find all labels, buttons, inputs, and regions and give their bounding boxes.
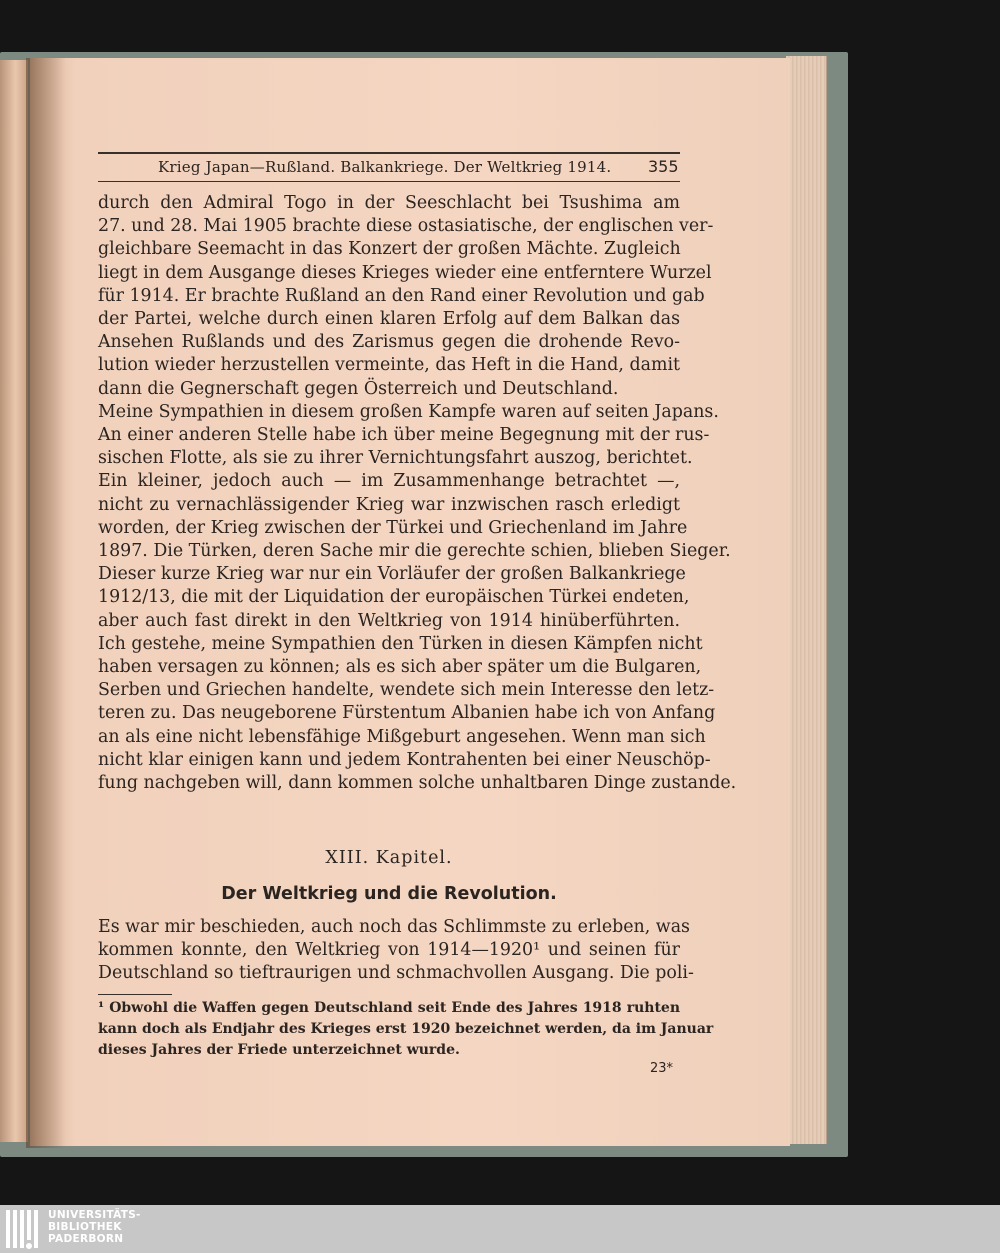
page-edges (786, 56, 827, 1144)
paragraph-main (98, 192, 737, 795)
library-logo-icon (4, 1208, 44, 1250)
text-line: sischen Flotte, als sie zu ihrer Vernichtungsfahrt auszog, berichtet. (98, 448, 693, 469)
paragraph-chapter (98, 916, 694, 986)
library-name-line: UNIVERSITÄTS- (48, 1209, 141, 1221)
footnote-line: ¹ Obwohl die Waffen gegen Deutschland seit Ende des Jahres 1918 ruhten (98, 1000, 680, 1016)
text-line: haben versagen zu können; als es sich aber später um die Bulgaren, (98, 657, 702, 678)
text-line: fung nachgeben will, dann kommen solche unhaltbaren Dinge zustande. (98, 773, 737, 794)
text-line: Deutschland so tieftraurigen und schmachvollen Ausgang. Die poli- (98, 963, 694, 984)
text-line: für 1914. Er brachte Rußland an den Rand einer Revolution und gab (98, 285, 705, 306)
page-number: 355 (648, 157, 679, 176)
text-line: Serben und Griechen handelte, wendete sich mein Interesse den letz- (98, 680, 715, 701)
header-rule (98, 152, 680, 154)
text-line: lution wieder herzustellen vermeinte, das Heft in die Hand, damit (98, 355, 680, 376)
text-line: Meine Sympathien in diesem großen Kampfe waren auf seiten Japans. (98, 401, 719, 422)
text-line: liegt in dem Ausgange dieses Krieges wieder eine entferntere Wurzel (98, 262, 712, 283)
signature-mark: 23* (650, 1061, 674, 1076)
chapter-number: XIII. Kapitel. (325, 848, 453, 868)
text-line: Ich gestehe, meine Sympathien den Türken in diesen Kämpfen nicht (98, 633, 703, 654)
text-line: 1897. Die Türken, deren Sache mir die gerechte schien, blieben Sieger. (98, 541, 731, 562)
text-line: durch den Admiral Togo in der Seeschlacht bei Tsushima am (98, 193, 680, 213)
text-line: der Partei, welche durch einen klaren Erfolg auf dem Balkan das (98, 309, 680, 330)
text-line: aber auch fast direkt in den Weltkrieg von 1914 hinüberführten. (98, 610, 680, 631)
header-rule-bottom (98, 181, 680, 182)
footnote-rule (98, 994, 172, 995)
text-line: 1912/13, die mit der Liquidation der europäischen Türkei endeten, (98, 587, 690, 608)
library-name-line: BIBLIOTHEK (48, 1221, 122, 1233)
running-head: Krieg Japan—Rußland. Balkankriege. Der Weltkrieg 1914. (158, 158, 612, 176)
chapter-title: Der Weltkrieg und die Revolution. (221, 884, 557, 904)
text-line: nicht klar einigen kann und jedem Kontrahenten bei einer Neuschöp- (98, 749, 711, 770)
text-line: Ein kleiner, jedoch auch — im Zusammenhange betrachtet —, (98, 471, 680, 492)
library-name-line: PADERBORN (48, 1233, 124, 1245)
text-line: Dieser kurze Krieg war nur ein Vorläufer der großen Balkankriege (98, 564, 686, 585)
library-footer-band (0, 1205, 1000, 1253)
text-line: teren zu. Das neugeborene Fürstentum Albanien habe ich von Anfang (98, 703, 716, 724)
library-name (48, 1209, 141, 1245)
gutter-shadow (26, 58, 66, 1148)
book-page (30, 58, 790, 1146)
text-line: kommen konnte, den Weltkrieg von 1914—1920¹ und seinen für (98, 940, 680, 961)
text-line: 27. und 28. Mai 1905 brachte diese ostasiatische, der englischen ver- (98, 216, 714, 237)
footnote-line: kann doch als Endjahr des Krieges erst 1920 bezeichnet werden, da im Januar (98, 1021, 714, 1037)
left-page-edge (0, 60, 28, 1142)
text-line: An einer anderen Stelle habe ich über meine Begegnung mit der rus- (98, 425, 710, 446)
text-line: gleichbare Seemacht in das Konzert der großen Mächte. Zugleich (98, 239, 681, 260)
text-line: nicht zu vernachlässigender Krieg war inzwischen rasch erledigt (98, 494, 680, 515)
footnote (98, 998, 714, 1061)
text-line: dann die Gegnerschaft gegen Österreich und Deutschland. (98, 378, 619, 399)
footnote-line: dieses Jahres der Friede unterzeichnet wurde. (98, 1042, 460, 1058)
text-line: worden, der Krieg zwischen der Türkei und Griechenland im Jahre (98, 517, 688, 538)
text-line: Es war mir beschieden, auch noch das Schlimmste zu erleben, was (98, 917, 690, 937)
text-line: an als eine nicht lebensfähige Mißgeburt angesehen. Wenn man sich (98, 726, 706, 747)
text-line: Ansehen Rußlands und des Zarismus gegen die drohende Revo- (98, 332, 680, 353)
